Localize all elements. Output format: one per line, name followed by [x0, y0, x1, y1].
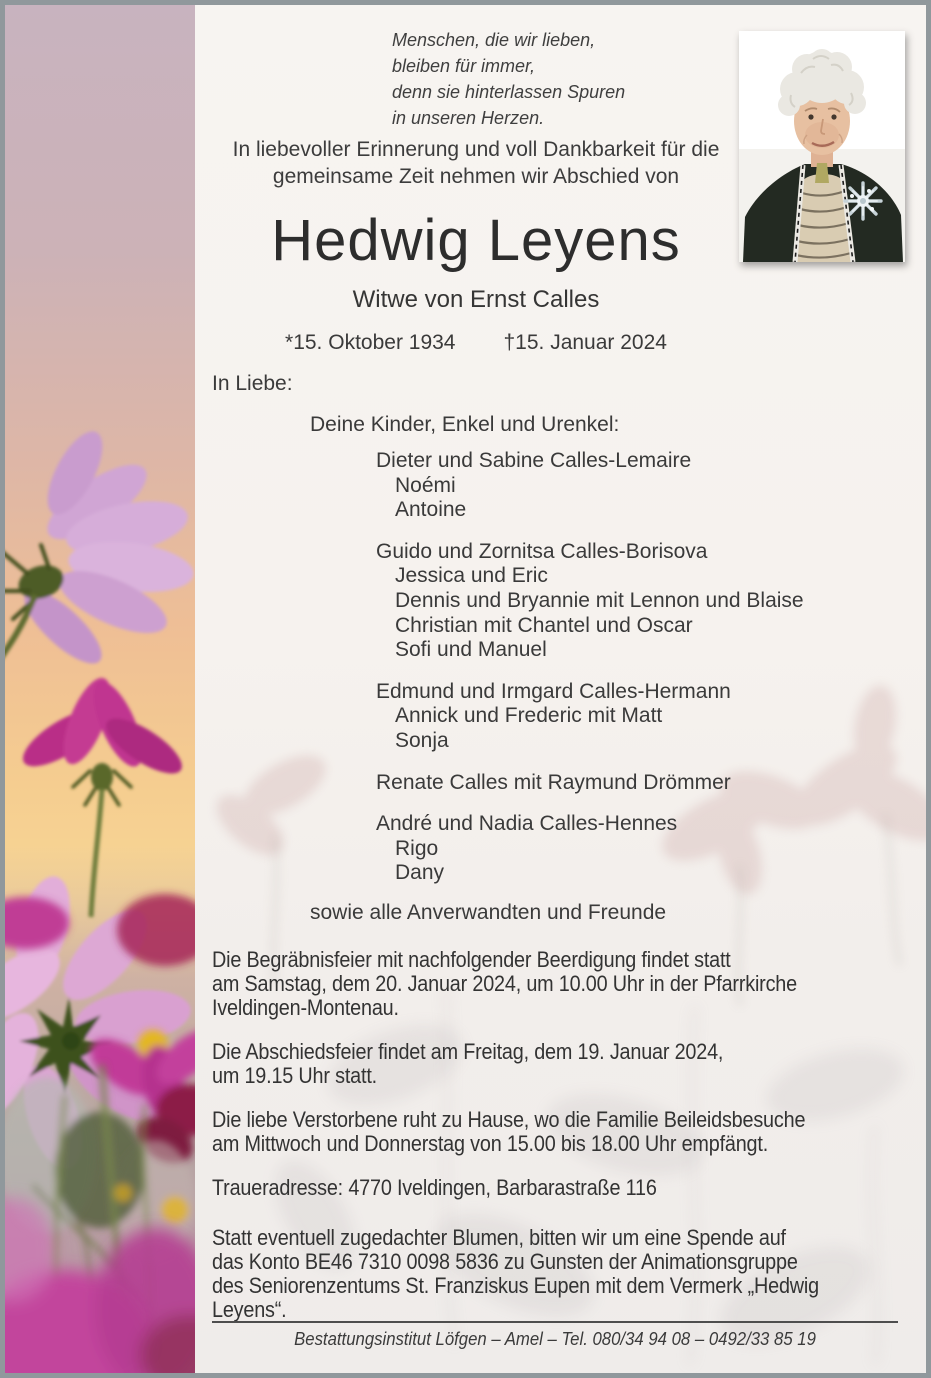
quote-line: Menschen, die wir lieben, [392, 30, 596, 50]
death-date: †15. Januar 2024 [503, 331, 667, 354]
visitation-announcement [212, 1108, 914, 1156]
memorial-quote [392, 27, 625, 131]
family-closing: sowie alle Anverwandten und Freunde [310, 901, 667, 924]
family-member: Christian mit Chantel und Oscar [395, 613, 693, 637]
family-group-head: Renate Calles mit Raymund Drömmer [376, 770, 731, 794]
family-heading: Deine Kinder, Enkel und Urenkel: [310, 413, 620, 436]
family-group [376, 812, 804, 886]
family-group [376, 540, 804, 663]
family-group-head: André und Nadia Calles-Hennes [376, 812, 678, 836]
family-member: Noémi [395, 473, 456, 497]
mourning-address: Traueradresse: 4770 Iveldingen, Barbarastraße 116 [212, 1175, 657, 1200]
announcement-line: um 19.15 Uhr statt. [212, 1063, 377, 1088]
announcement-line: am Samstag, dem 20. Januar 2024, um 10.00 Uhr in der Pfarrkirche [212, 971, 797, 996]
donation-line: Statt eventuell zugedachter Blumen, bitten wir um eine Spende auf [212, 1225, 786, 1250]
announcement-line: Die Begräbnisfeier mit nachfolgender Beerdigung findet statt [212, 947, 731, 972]
family-member: Jessica und Eric [395, 564, 548, 588]
family-list [376, 449, 804, 903]
announcement-line: Iveldingen-Montenau. [212, 995, 399, 1020]
quote-line: denn sie hinterlassen Spuren [392, 82, 626, 102]
funeral-announcement [212, 948, 914, 1020]
family-member: Annick und Frederic mit Matt [395, 704, 663, 728]
family-member: Sofi und Manuel [395, 638, 547, 662]
flower-strip-image [5, 5, 195, 1373]
family-member: Sonja [395, 728, 449, 752]
portrait-photo [739, 31, 905, 262]
announcement-line: am Mittwoch und Donnerstag von 15.00 bis 18.00 Uhr empfängt. [212, 1131, 769, 1156]
donation-line: des Seniorenzentums St. Franziskus Eupen mit dem Vermerk „Hedwig [212, 1273, 819, 1298]
family-member: Dennis und Bryannie mit Lennon und Blaise [395, 588, 804, 612]
family-member: Antoine [395, 498, 467, 522]
farewell-announcement [212, 1040, 914, 1088]
donation-note [212, 1226, 914, 1322]
announcements-section [212, 948, 914, 1342]
life-dates [195, 331, 757, 355]
funeral-home-footer: Bestattungsinstitut Löfgen – Amel – Tel. 080/34 94 08 – 0492/33 85 19 [294, 1329, 816, 1349]
intro-line: In liebevoller Erinnerung und voll Dankbarkeit für die [232, 138, 720, 161]
family-group [376, 449, 804, 523]
family-member: Dany [395, 861, 445, 885]
salutation: In Liebe: [212, 372, 293, 395]
family-group [376, 771, 804, 796]
family-group [376, 680, 804, 754]
birth-date: *15. Oktober 1934 [285, 331, 456, 354]
quote-line: in unseren Herzen. [392, 108, 545, 128]
family-member: Rigo [395, 836, 439, 860]
family-group-head: Dieter und Sabine Calles-Lemaire [376, 449, 692, 472]
deceased-name: Hedwig Leyens [271, 208, 681, 273]
family-group-head: Edmund und Irmgard Calles-Hermann [376, 679, 731, 703]
family-group-head: Guido und Zornitsa Calles-Borisova [376, 539, 708, 563]
intro-line: gemeinsame Zeit nehmen wir Abschied von [272, 165, 680, 188]
donation-line: Leyens“. [212, 1297, 287, 1322]
deceased-relation: Witwe von Ernst Calles [352, 286, 600, 313]
announcement-line: Die Abschiedsfeier findet am Freitag, dem 19. Januar 2024, [212, 1039, 724, 1064]
announcement-line: Die liebe Verstorbene ruht zu Hause, wo die Familie Beileidsbesuche [212, 1107, 806, 1132]
intro-text [195, 136, 757, 190]
quote-line: bleiben für immer, [392, 56, 536, 76]
footer-divider [212, 1321, 898, 1323]
donation-line: das Konto BE46 7310 0098 5836 zu Gunsten der Animationsgruppe [212, 1249, 798, 1274]
